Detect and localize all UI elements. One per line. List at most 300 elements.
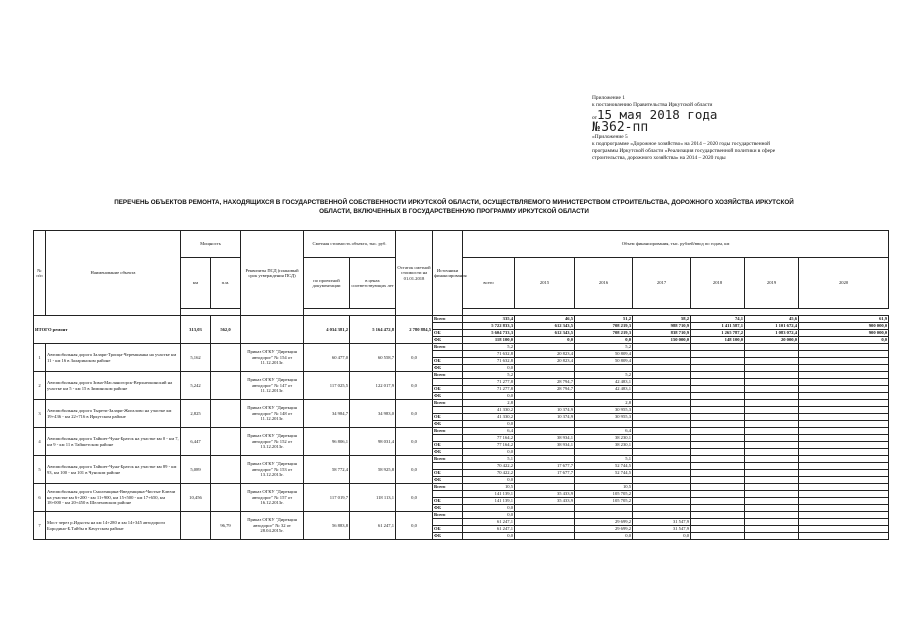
appendix-line-6: к подпрограмме «Дорожное хозяйство» на 2014 – 2020 годы государственной bbox=[592, 141, 771, 147]
object-balance: 0,0 bbox=[396, 344, 433, 372]
value-cell: 838 710,9 bbox=[633, 330, 691, 337]
value-cell: 612 343,5 bbox=[515, 330, 575, 337]
value-cell: 10,5 bbox=[575, 484, 633, 491]
object-name: Автомобильная дорога Тырети-Залари-Жигалово на участке км 19+436 - км 22+716 в Иркутском районе bbox=[46, 400, 181, 428]
value-cell bbox=[799, 477, 889, 484]
value-cell: 38 934,1 bbox=[515, 435, 575, 442]
value-cell bbox=[515, 519, 575, 526]
value-cell: 61 247,1 bbox=[463, 526, 515, 533]
number-prefix: № bbox=[592, 120, 600, 135]
value-cell bbox=[691, 344, 745, 351]
object-km: 5,242 bbox=[181, 372, 211, 400]
value-cell bbox=[575, 365, 633, 372]
object-cost-cur: 118 113,1 bbox=[350, 484, 396, 512]
value-cell bbox=[575, 393, 633, 400]
value-cell bbox=[799, 533, 889, 540]
object-balance: 0,0 bbox=[396, 484, 433, 512]
source-cell: Всего bbox=[433, 400, 463, 407]
value-cell: 77 164,2 bbox=[463, 435, 515, 442]
value-cell bbox=[799, 372, 889, 379]
value-cell: 51,2 bbox=[575, 316, 633, 323]
value-cell bbox=[633, 442, 691, 449]
source-cell: ОБ bbox=[433, 414, 463, 421]
value-cell bbox=[799, 414, 889, 421]
value-cell bbox=[799, 470, 889, 477]
value-cell: 5 722 833,3 bbox=[463, 323, 515, 330]
object-cost-doc: 60 477,0 bbox=[304, 344, 350, 372]
object-cost-doc: 34 984,7 bbox=[304, 400, 350, 428]
source-cell: ОБ bbox=[433, 526, 463, 533]
value-cell bbox=[745, 498, 799, 505]
objects-table bbox=[33, 230, 889, 540]
value-cell bbox=[799, 505, 889, 512]
table-row bbox=[34, 372, 889, 379]
value-cell bbox=[691, 428, 745, 435]
value-cell bbox=[691, 477, 745, 484]
value-cell: 42 483,1 bbox=[575, 379, 633, 386]
value-cell bbox=[515, 533, 575, 540]
value-cell: 42 483,1 bbox=[575, 386, 633, 393]
object-km bbox=[181, 512, 211, 540]
value-cell bbox=[691, 533, 745, 540]
col-km: км bbox=[181, 258, 211, 309]
value-cell bbox=[745, 414, 799, 421]
object-cost-doc: 56 883,8 bbox=[304, 512, 350, 540]
source-cell: Всего bbox=[433, 344, 463, 351]
col-year: 2017 bbox=[633, 258, 691, 309]
source-cell: ФБ bbox=[433, 533, 463, 540]
value-cell bbox=[745, 519, 799, 526]
value-cell: 5,2 bbox=[575, 344, 633, 351]
value-cell: 5,1 bbox=[463, 456, 515, 463]
value-cell bbox=[745, 428, 799, 435]
value-cell: 118 100,0 bbox=[463, 337, 515, 344]
object-pm bbox=[211, 372, 241, 400]
value-cell bbox=[745, 442, 799, 449]
value-cell bbox=[745, 449, 799, 456]
source-cell: ФБ bbox=[433, 449, 463, 456]
value-cell: 6,4 bbox=[463, 428, 515, 435]
value-cell: 708 219,3 bbox=[575, 323, 633, 330]
value-cell bbox=[633, 400, 691, 407]
value-cell: 71 277,8 bbox=[463, 379, 515, 386]
value-cell bbox=[691, 358, 745, 365]
value-cell: 900 000,0 bbox=[799, 323, 889, 330]
title-line-1: ПЕРЕЧЕНЬ ОБЪЕКТОВ РЕМОНТА, НАХОДЯЩИХСЯ В ГОСУДАРСТВЕННОЙ СОБСТВЕННОСТИ ИРКУТСКОЙ ОБЛАСТИ, ОСУЩЕСТВЛЯЕМОГО МИНИСТЕРСТВОМ СТРОИТЕЛЬСТВА, ДОРОЖНОГО ХОЗЯЙСТВА ИРКУТСКОЙ bbox=[114, 199, 794, 206]
table-row bbox=[34, 512, 889, 519]
table-row bbox=[34, 316, 889, 323]
source-cell: ОБ bbox=[433, 330, 463, 337]
value-cell bbox=[515, 344, 575, 351]
value-cell: 708 219,3 bbox=[575, 330, 633, 337]
value-cell bbox=[633, 477, 691, 484]
value-cell bbox=[745, 477, 799, 484]
value-cell bbox=[633, 365, 691, 372]
object-cost-cur: 61 247,1 bbox=[350, 512, 396, 540]
value-cell bbox=[691, 456, 745, 463]
value-cell bbox=[515, 449, 575, 456]
value-cell bbox=[515, 477, 575, 484]
value-cell bbox=[515, 428, 575, 435]
value-cell bbox=[691, 407, 745, 414]
value-cell: 141 139,1 bbox=[463, 498, 515, 505]
value-cell: 50 809,4 bbox=[575, 358, 633, 365]
itog-label: ИТОГО ремонт bbox=[34, 316, 181, 344]
value-cell bbox=[799, 428, 889, 435]
value-cell: 28 794,7 bbox=[515, 379, 575, 386]
value-cell: 10 374,9 bbox=[515, 414, 575, 421]
object-psd: Приказ ОГКУ "Дирекция автодорог" № 147 от 11.12.2013г. bbox=[241, 372, 304, 400]
value-cell bbox=[691, 463, 745, 470]
value-cell bbox=[691, 421, 745, 428]
value-cell: 58,2 bbox=[633, 316, 691, 323]
value-cell bbox=[633, 491, 691, 498]
object-pm bbox=[211, 456, 241, 484]
value-cell: 45,6 bbox=[745, 316, 799, 323]
itog-pm: 562,0 bbox=[211, 316, 241, 344]
object-cost-cur: 34 983,0 bbox=[350, 400, 396, 428]
object-cost-doc: 58 772,4 bbox=[304, 456, 350, 484]
object-balance: 0,0 bbox=[396, 400, 433, 428]
object-km: 6,447 bbox=[181, 428, 211, 456]
document-title bbox=[20, 198, 888, 216]
value-cell: 141 139,1 bbox=[463, 491, 515, 498]
col-year: 2020 bbox=[799, 258, 889, 309]
value-cell: 0,0 bbox=[463, 533, 515, 540]
object-balance: 0,0 bbox=[396, 512, 433, 540]
col-capacity: Мощность bbox=[181, 231, 241, 258]
value-cell bbox=[799, 435, 889, 442]
object-num: 5 bbox=[34, 456, 46, 484]
value-cell bbox=[799, 484, 889, 491]
value-cell bbox=[691, 393, 745, 400]
object-km: 5,089 bbox=[181, 456, 211, 484]
value-cell: 31 547,9 bbox=[633, 519, 691, 526]
value-cell bbox=[691, 351, 745, 358]
source-cell: Всего bbox=[433, 372, 463, 379]
value-cell bbox=[691, 414, 745, 421]
appendix-line-8: строительства, дорожного хозяйства» на 2014 – 2020 годы bbox=[592, 155, 726, 161]
value-cell bbox=[745, 393, 799, 400]
col-funding: Объем финансирования, тыс. рублей/ввод по годам, км bbox=[463, 231, 889, 258]
object-balance: 0,0 bbox=[396, 372, 433, 400]
value-cell bbox=[691, 484, 745, 491]
object-name: Автомобильная дорога Тайшет-Чуна-Братск на участке км 89 - км 93, км 100 - км 101 в Чунском районе bbox=[46, 456, 181, 484]
value-cell: 0,0 bbox=[575, 337, 633, 344]
object-cost-doc: 96 806,1 bbox=[304, 428, 350, 456]
col-num: № п/п bbox=[34, 231, 46, 316]
value-cell: 71 277,8 bbox=[463, 386, 515, 393]
source-cell: ФБ bbox=[433, 421, 463, 428]
col-balance: Остаток сметной стоимости на 01.01.2018 bbox=[396, 231, 433, 316]
value-cell bbox=[745, 365, 799, 372]
value-cell bbox=[691, 526, 745, 533]
value-cell: 10 374,9 bbox=[515, 407, 575, 414]
value-cell bbox=[633, 463, 691, 470]
col-year: 2015 bbox=[515, 258, 575, 309]
value-cell: 52 744,5 bbox=[575, 470, 633, 477]
value-cell: 17 677,7 bbox=[515, 470, 575, 477]
value-cell bbox=[515, 400, 575, 407]
value-cell bbox=[799, 512, 889, 519]
value-cell: 335,4 bbox=[463, 316, 515, 323]
value-cell bbox=[691, 498, 745, 505]
source-cell: ФБ bbox=[433, 365, 463, 372]
value-cell bbox=[799, 400, 889, 407]
value-cell bbox=[633, 344, 691, 351]
appendix-block bbox=[592, 95, 892, 162]
value-cell bbox=[799, 344, 889, 351]
value-cell: 17 677,7 bbox=[515, 463, 575, 470]
col-year: 2016 bbox=[575, 258, 633, 309]
source-cell: ФБ bbox=[433, 477, 463, 484]
value-cell bbox=[745, 470, 799, 477]
value-cell bbox=[799, 463, 889, 470]
value-cell: 1 265 787,2 bbox=[691, 330, 745, 337]
object-name: Мост через р.Идысты на км 14+280 и км 14+345 автодороги Бородино-Б.Тайбы в Качугском районе bbox=[46, 512, 181, 540]
object-balance: 0,0 bbox=[396, 456, 433, 484]
object-num: 7 bbox=[34, 512, 46, 540]
value-cell bbox=[691, 470, 745, 477]
object-psd: Приказ ОГКУ "Дирекция автодорог" № 157 от 16.12.2013г. bbox=[241, 484, 304, 512]
value-cell: 1 083 072,4 bbox=[745, 330, 799, 337]
value-cell bbox=[515, 372, 575, 379]
value-cell bbox=[633, 421, 691, 428]
value-cell bbox=[515, 526, 575, 533]
appendix-line-7: программы Иркутской области «Реализация государственной политики в сфере bbox=[592, 148, 776, 154]
object-cost-doc: 117 019,7 bbox=[304, 484, 350, 512]
source-cell: ОБ bbox=[433, 470, 463, 477]
value-cell bbox=[745, 463, 799, 470]
date-prefix: от bbox=[592, 115, 597, 121]
object-psd: Приказ ОГКУ "Дирекция автодорог" № 153 от 13.12.2013г. bbox=[241, 456, 304, 484]
value-cell: 30 955,3 bbox=[575, 407, 633, 414]
value-cell: 0,0 bbox=[633, 533, 691, 540]
value-cell bbox=[745, 421, 799, 428]
value-cell: 71 632,8 bbox=[463, 351, 515, 358]
value-cell: 38 230,1 bbox=[575, 442, 633, 449]
object-psd: Приказ ОГКУ "Дирекция автодорог" № 148 от 11.12.2013г. bbox=[241, 400, 304, 428]
value-cell bbox=[515, 365, 575, 372]
col-total: всего bbox=[463, 258, 515, 309]
value-cell bbox=[799, 393, 889, 400]
value-cell bbox=[745, 400, 799, 407]
source-cell bbox=[433, 435, 463, 442]
source-cell bbox=[433, 351, 463, 358]
value-cell bbox=[745, 512, 799, 519]
value-cell bbox=[633, 449, 691, 456]
value-cell: 35 433,9 bbox=[515, 498, 575, 505]
value-cell bbox=[575, 512, 633, 519]
value-cell bbox=[799, 407, 889, 414]
value-cell bbox=[691, 372, 745, 379]
value-cell: 150 000,0 bbox=[633, 337, 691, 344]
col-source: Источники финансирования bbox=[433, 231, 463, 316]
value-cell bbox=[515, 393, 575, 400]
itog-balance: 2 780 884,5 bbox=[396, 316, 433, 344]
col-year: 2019 bbox=[745, 258, 799, 309]
value-cell bbox=[745, 407, 799, 414]
value-cell bbox=[799, 379, 889, 386]
source-cell bbox=[433, 463, 463, 470]
value-cell: 30 955,3 bbox=[575, 414, 633, 421]
object-cost-cur: 98 031,4 bbox=[350, 428, 396, 456]
value-cell bbox=[799, 365, 889, 372]
source-cell bbox=[433, 379, 463, 386]
value-cell: 1 101 672,4 bbox=[745, 323, 799, 330]
object-psd: Приказ ОГКУ "Дирекция автодорог" № 32 от 28.04.2015г. bbox=[241, 512, 304, 540]
value-cell bbox=[633, 351, 691, 358]
value-cell bbox=[799, 442, 889, 449]
object-num: 4 bbox=[34, 428, 46, 456]
appendix-number bbox=[592, 122, 892, 134]
value-cell: 988 710,9 bbox=[633, 323, 691, 330]
value-cell: 38 934,1 bbox=[515, 442, 575, 449]
value-cell: 5,1 bbox=[575, 456, 633, 463]
object-pm: 96,79 bbox=[211, 512, 241, 540]
appendix-line-5: «Приложение 5 bbox=[592, 134, 628, 140]
value-cell bbox=[633, 428, 691, 435]
value-cell bbox=[691, 519, 745, 526]
source-cell: Всего bbox=[433, 456, 463, 463]
value-cell: 46,5 bbox=[515, 316, 575, 323]
value-cell bbox=[633, 386, 691, 393]
value-cell: 900 000,0 bbox=[799, 330, 889, 337]
value-cell bbox=[799, 358, 889, 365]
value-cell bbox=[633, 512, 691, 519]
value-cell: 0,0 bbox=[799, 337, 889, 344]
value-cell: 29 699,2 bbox=[575, 526, 633, 533]
object-name: Автомобильная дорога Тайшет-Чуна-Братск на участке км 0 - км 7, км 9 - км 11 в Тайшетском районе bbox=[46, 428, 181, 456]
value-cell: 1 411 587,1 bbox=[691, 323, 745, 330]
value-cell bbox=[691, 491, 745, 498]
object-psd: Приказ ОГКУ "Дирекция автодорог" № 152 от 13.12.2013г. bbox=[241, 428, 304, 456]
value-cell: 0,0 bbox=[515, 337, 575, 344]
value-cell: 5,2 bbox=[575, 372, 633, 379]
col-psd: Реквизиты ПСД (плановый срок утверждения ПСД) bbox=[241, 231, 304, 316]
value-cell: 28 794,7 bbox=[515, 386, 575, 393]
value-cell: 61,9 bbox=[799, 316, 889, 323]
object-psd: Приказ ОГКУ "Дирекция автодорог" № 154 от 11.12.2013г. bbox=[241, 344, 304, 372]
value-cell: 71 632,8 bbox=[463, 358, 515, 365]
value-cell: 0,0 bbox=[463, 365, 515, 372]
object-cost-doc: 117 025,5 bbox=[304, 372, 350, 400]
value-cell: 0,0 bbox=[463, 505, 515, 512]
value-cell bbox=[633, 484, 691, 491]
value-cell bbox=[633, 414, 691, 421]
itog-cost-cur: 5 164 472,8 bbox=[350, 316, 396, 344]
value-cell: 20 823,4 bbox=[515, 351, 575, 358]
source-cell: Всего bbox=[433, 428, 463, 435]
value-cell bbox=[515, 421, 575, 428]
value-cell bbox=[799, 421, 889, 428]
table-row bbox=[34, 428, 889, 435]
col-name: Наименование объекта bbox=[46, 231, 181, 316]
object-km: 5,162 bbox=[181, 344, 211, 372]
value-cell bbox=[745, 344, 799, 351]
value-cell: 0,0 bbox=[463, 393, 515, 400]
handwritten-date: 15 мая 2018 года bbox=[596, 107, 718, 122]
object-name: Автомобильная дорога Смоленщина-Введенщина-Чистые Ключи на участке км 6+200 - км 11+900, км 15+500 - км 17+650, км 18+000 - км 20+450 в Шелеховском районе bbox=[46, 484, 181, 512]
source-cell bbox=[433, 323, 463, 330]
value-cell bbox=[515, 505, 575, 512]
value-cell: 5 604 733,3 bbox=[463, 330, 515, 337]
object-num: 3 bbox=[34, 400, 46, 428]
value-cell bbox=[633, 393, 691, 400]
value-cell bbox=[515, 484, 575, 491]
value-cell bbox=[575, 421, 633, 428]
value-cell bbox=[799, 498, 889, 505]
object-cost-cur: 58 925,8 bbox=[350, 456, 396, 484]
col-pm: п.м. bbox=[211, 258, 241, 309]
value-cell: 31 547,9 bbox=[633, 526, 691, 533]
itog-cost-doc: 4 034 381,2 bbox=[304, 316, 350, 344]
value-cell bbox=[633, 358, 691, 365]
object-pm bbox=[211, 400, 241, 428]
source-cell: ОБ bbox=[433, 442, 463, 449]
source-cell: Всего bbox=[433, 512, 463, 519]
value-cell: 20 823,4 bbox=[515, 358, 575, 365]
col-cost: Сметная стоимость объекта, тыс. руб. bbox=[304, 231, 396, 258]
source-cell: ОБ bbox=[433, 498, 463, 505]
table-row bbox=[34, 484, 889, 491]
value-cell bbox=[799, 351, 889, 358]
value-cell: 74,1 bbox=[691, 316, 745, 323]
value-cell: 41 330,2 bbox=[463, 414, 515, 421]
value-cell bbox=[633, 456, 691, 463]
value-cell: 5,2 bbox=[463, 372, 515, 379]
value-cell bbox=[691, 442, 745, 449]
value-cell bbox=[745, 435, 799, 442]
value-cell bbox=[575, 449, 633, 456]
value-cell bbox=[633, 470, 691, 477]
source-cell bbox=[433, 491, 463, 498]
col-cost-cur: в ценах соответствующих лет bbox=[350, 258, 396, 309]
value-cell bbox=[633, 379, 691, 386]
title-line-2: ОБЛАСТИ, ВКЛЮЧЕННЫХ В ГОСУДАРСТВЕННУЮ ПРОГРАММУ ИРКУТСКОЙ ОБЛАСТИ bbox=[319, 208, 589, 215]
handwritten-number: 362-пп bbox=[601, 120, 649, 135]
value-cell bbox=[745, 372, 799, 379]
table-body bbox=[34, 316, 889, 540]
value-cell: 105 705,2 bbox=[575, 498, 633, 505]
value-cell bbox=[799, 526, 889, 533]
value-cell bbox=[515, 456, 575, 463]
value-cell: 6,4 bbox=[575, 428, 633, 435]
col-year: 2018 bbox=[691, 258, 745, 309]
object-num: 2 bbox=[34, 372, 46, 400]
value-cell bbox=[633, 498, 691, 505]
source-cell: ФБ bbox=[433, 393, 463, 400]
object-name: Автомобильная дорога Залари-Троица-Черемшанка на участке км 11 - км 16 в Заларинском районе bbox=[46, 344, 181, 372]
value-cell bbox=[745, 358, 799, 365]
value-cell bbox=[691, 449, 745, 456]
value-cell bbox=[745, 491, 799, 498]
value-cell bbox=[745, 505, 799, 512]
value-cell bbox=[799, 386, 889, 393]
value-cell bbox=[799, 456, 889, 463]
object-cost-cur: 60 558,7 bbox=[350, 344, 396, 372]
value-cell: 52 744,5 bbox=[575, 463, 633, 470]
value-cell: 5,2 bbox=[463, 344, 515, 351]
source-cell bbox=[433, 519, 463, 526]
object-pm bbox=[211, 484, 241, 512]
value-cell: 20 000,0 bbox=[745, 337, 799, 344]
object-pm bbox=[211, 428, 241, 456]
value-cell bbox=[691, 386, 745, 393]
value-cell: 35 433,9 bbox=[515, 491, 575, 498]
value-cell: 50 809,4 bbox=[575, 351, 633, 358]
value-cell bbox=[575, 477, 633, 484]
